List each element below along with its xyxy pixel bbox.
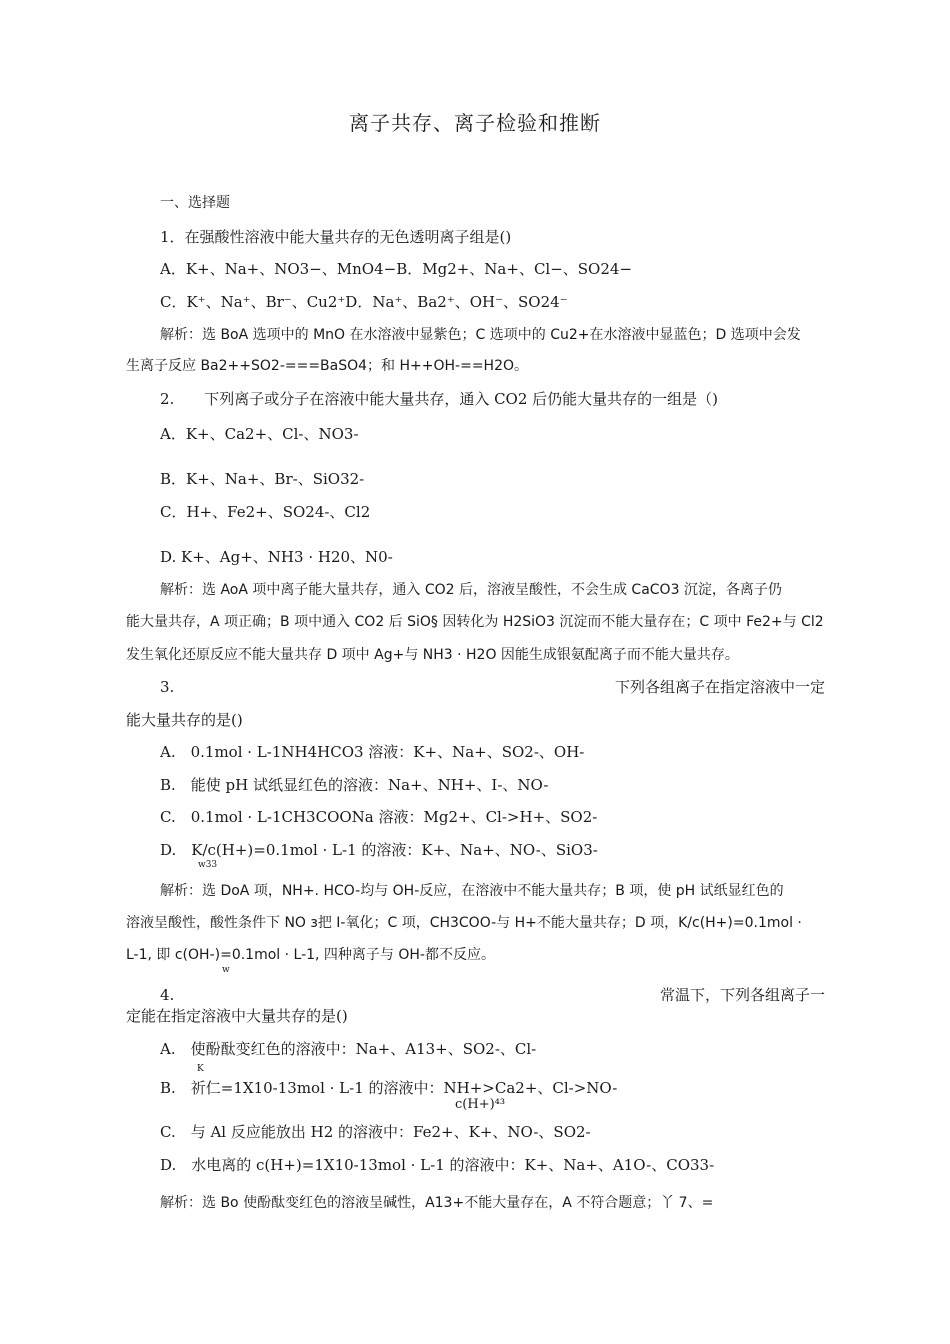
q2-option-b: B．K+、Na+、Br-、SiO32- (160, 470, 365, 488)
q2-analysis-line-2: 能大量共存，A 项正确；B 项中通入 CO2 后 SiO§ 因转化为 H2SiO3 沉淀而不能大量存在；C 项中 Fe2+与 Cl2 (126, 614, 824, 630)
q3-number: 3. (160, 678, 175, 696)
q2-option-c: C．H+、Fe2+、SO24-、Cl2 (160, 503, 371, 521)
q1-analysis-line-1: 解析：选 BoA 选项中的 MnO 在水溶液中显紫色；C 选项中的 Cu2+在水溶液中显蓝色；D 选项中会发 (160, 327, 801, 343)
q4-option-b-subscript: c(H+)⁴³ (455, 1097, 506, 1112)
q3-analysis-line-1: 解析：选 DoA 项，NH+. HCO-均与 OH-反应，在溶液中不能大量共存；B 项，使 pH 试纸显红色的 (160, 883, 784, 899)
q3-analysis-line-2: 溶液呈酸性，酸性条件下 NO ɜ把 I-氧化；C 项，CH3COO-与 H+不能大量共存；D 项，K/c(H+)=0.1mol · (126, 915, 802, 931)
q3-option-a: A. 0.1mol · L-1NH4HCO3 溶液：K+、Na+、SO2-、OH- (160, 743, 585, 761)
section-heading: 一、选择题 (160, 195, 230, 211)
q4-stem: 常温下，下列各组离子一 (659, 986, 825, 1004)
q1-options-ab: A．K+、Na+、NO3−、MnO4−B．Mg2+、Na+、Cl−、SO24− (160, 260, 633, 278)
q3-analysis-line-3: L-1, 即 c(OH-)=0.1mol · L-1, 四种离子与 OH-都不反应。 (126, 947, 495, 963)
page-title: 离子共存、离子检验和推断 (349, 111, 601, 135)
q2-analysis-line-1: 解析：选 AoA 项中离子能大量共存，通入 CO2 后，溶液呈酸性，不会生成 CaCO3 沉淀，各离子仍 (160, 582, 782, 598)
q3-stem: 下列各组离子在指定溶液中一定 (614, 678, 825, 696)
q2-stem: 2. 下列离子或分子在溶液中能大量共存，通入 CO2 后仍能大量共存的一组是（) (160, 390, 719, 408)
q2-option-a: A．K+、Ca2+、Cl-、NO3- (160, 425, 359, 443)
q3-stem-continued: 能大量共存的是() (126, 711, 243, 729)
q3-option-b: B. 能使 pH 试纸显红色的溶液：Na+、NH+、I-、NO- (160, 776, 549, 794)
q4-analysis-line-1: 解析：选 Bo 使酚酞变红色的溶液呈碱性，A13+不能大量存在，A 不符合题意；丫 7、= (160, 1195, 714, 1211)
q2-option-d: D. K+、Ag+、NH3 · H20、N0- (160, 548, 393, 566)
q4-option-c: C. 与 Al 反应能放出 H2 的溶液中：Fe2+、K+、NO-、SO2- (160, 1123, 591, 1141)
q3-option-d-subscript: w33 (198, 860, 218, 870)
q3-analysis-subscript: w (222, 965, 230, 975)
q4-number: 4. (160, 986, 175, 1004)
q3-option-d: D. K/c(H+)=0.1mol · L-1 的溶液：K+、Na+、NO-、SiO3- (160, 841, 598, 859)
q4-option-b-superscript: K (197, 1064, 204, 1074)
q4-stem-continued: 定能在指定溶液中大量共存的是() (126, 1007, 348, 1025)
q1-analysis-line-2: 生离子反应 Ba2++SO2-===BaSO4；和 H++OH-==H2O。 (126, 358, 529, 374)
q4-option-a: A. 使酚酞变红色的溶液中：Na+、A13+、SO2-、Cl- (160, 1040, 537, 1058)
q3-option-c: C. 0.1mol · L-1CH3COONa 溶液：Mg2+、Cl->H+、SO2- (160, 808, 598, 826)
q4-option-b: B. 祈仁=1X10-13mol · L-1 的溶液中：NH+>Ca2+、Cl->NO- (160, 1079, 618, 1097)
q1-options-cd: C．K⁺、Na⁺、Br⁻、Cu2⁺D．Na⁺、Ba2⁺、OH⁻、SO24⁻ (160, 293, 568, 311)
q1-stem: 1．在强酸性溶液中能大量共存的无色透明离子组是() (160, 228, 512, 246)
q2-analysis-line-3: 发生氧化还原反应不能大量共存 D 项中 Ag+与 NH3 · H2O 因能生成银氨配离子而不能大量共存。 (126, 647, 739, 663)
q4-option-d: D. 水电离的 c(H+)=1X10-13mol · L-1 的溶液中：K+、Na+、A1O-、CO33- (160, 1156, 715, 1174)
